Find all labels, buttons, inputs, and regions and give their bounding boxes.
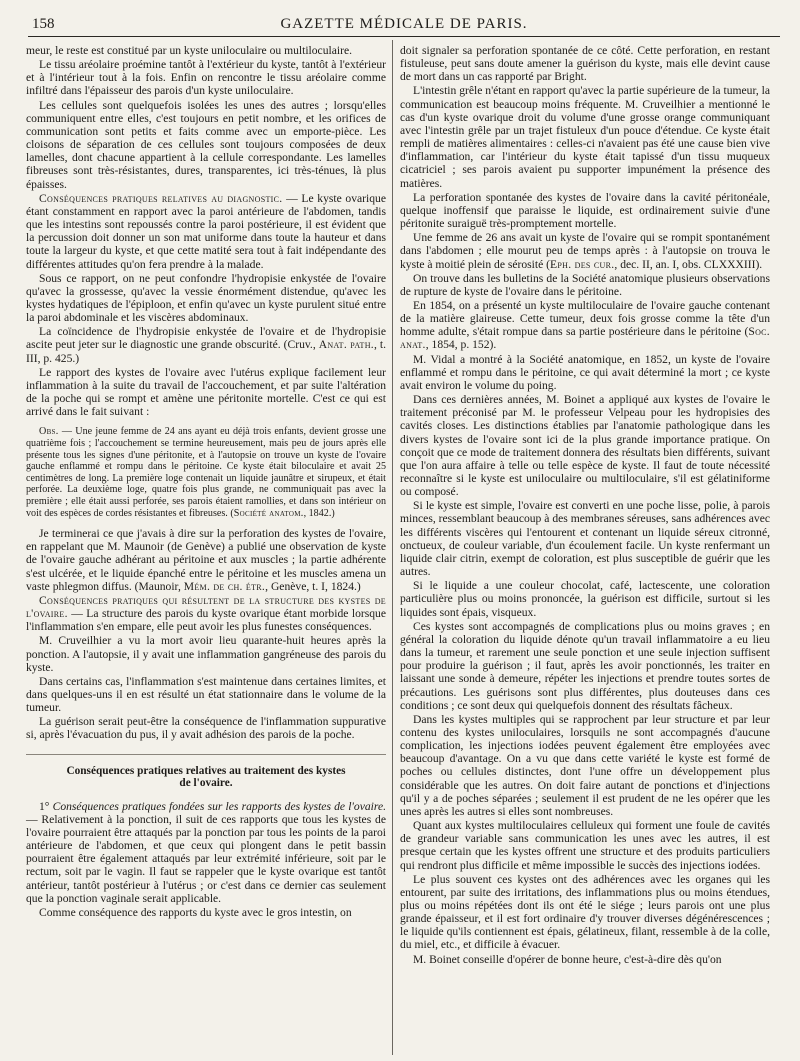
paragraph-text: — Relativement à la ponction, il suit de ces rapports que tous les kystes de l'ovaire pourraient être attaqués par la ponction par tous les points de la paroi antérieure de l'abdomen, et que ceux qui plongent dans le petit bassin pourraient être également attaqués par leur extrémité inférieure, soit par le rectum, soit par le vagin. Il faut se rappeler que le kyste ovarique est tantôt antérieur, tantôt postérieur à l'utérus ; or c'est dans ce dernier cas seulement que la ponction vaginale serait applicable. [26,812,386,905]
paragraph: L'intestin grêle n'étant en rapport qu'avec la partie supérieure de la tumeur, la communication est beaucoup moins fréquente. M. Cruveilhier a mentionné le cas d'un kyste ovarique droit du volume d'une grosse orange communiquant avec l'intestin grêle par un trajet fistuleux d'un pouce d'étendue. Ce kyste était rempli de matières alimentaires : celles-ci n'avaient pas été une cause bien vive d'inflammation, car l'intérieur du kyste était tapissé d'un tissu muqueux cicatriciel ; ses parois avaient pu supporter impunément la présence des matières. [400,84,771,190]
paragraph-text: Je terminerai ce que j'avais à dire sur la perforation des kystes de l'ovaire, en rappelant que M. Maunoir (de Genève) a publié une observation de kyste de l'ovaire gauche adhérant au péritoine et aux muscles ; la partie adhérente s'est ulcérée, et le liquide épanché entre le péritoine et les muscles amena un vaste phlegmon diffus. (Maunoir, [26,527,386,593]
paragraph: Dans ces dernières années, M. Boinet a appliqué aux kystes de l'ovaire le traitement préconisé par M. le professeur Velpeau pour les hydropisies des cavités closes. Les distinctions établies par l'anatomie pathologique dans les divers kystes de l'ovaire sont ici de la plus grande importance pratique. On conçoit que ce mode de traitement donnera des résultats bien différents, suivant que l'on aura affaire à telle ou telle espèce de kyste. Il faut de toute nécessité reconnaître si le kyste est uniloculaire ou multiloculaire, s'il est gélatiniforme ou composé. [400,393,770,499]
paragraph: La perforation spontanée des kystes de l'ovaire dans la cavité péritonéale, quelque inoffensif que paraisse le liquide, est ordinairement suivie d'une péritonite suraiguë très-promptement mortelle. [400,190,770,231]
paragraph: doit signaler sa perforation spontanée de ce côté. Cette perforation, en restant fistuleuse, peut sans doute amener la guérison du kyste, mais elle devint cause de mort dans un cas rapporté par Bright. [400,44,770,84]
paragraph [400,299,770,352]
paragraph [26,594,386,633]
paragraph-text: — La structure des parois du kyste ovarique étant morbide lorsque l'inflammation s'en empare, elle peut avoir les plus funestes conséquences. [26,607,386,634]
paragraph-text: — Le kyste ovarique étant constamment en rapport avec la paroi antérieure de l'abdomen, tandis que les intestins sont repoussés contre la paroi postérieure, il est évident que la percussion doit donner un son mat uniforme dans toute la hauteur et dans toute la largeur du kyste, et que cette matité sera tout à fait indépendante des différentes attitudes qu'on fera prendre à la malade. [26,191,386,271]
observation-note [26,426,386,519]
paragraph: Si le kyste est simple, l'ovaire est converti en une poche lisse, polie, à parois minces, ressemblant beaucoup à des membranes séreuses, sans adhérences avec les différents viscères qui l'entourent et contenant un liquide séreux citronné, onctueux, de couleur variable, d'un écoulement facile. Un kyste renfermant un liquide clair citrin, exempt de coloration, est plus susceptible de guérir que les autres. [400,499,770,579]
paragraph [26,527,386,593]
observation-text: , 1842.) [303,507,335,519]
paragraph-heading: Conséquences pratiques relatives au diagnostic. [39,191,283,205]
right-column [400,44,770,967]
paragraph-number: 1° [39,799,53,813]
paragraph-text: , 1854, p. 152). [425,338,497,352]
paragraph-text: La coïncidence de l'hydropisie enkystée de l'ovaire et de l'hydropisie ascite peut jeter sur le diagnostic une grande obscurité. (Cruv., [26,325,386,352]
paragraph: Quant aux kystes multiloculaires celluleux qui forment une foule de cavités de grandeur variable sans communication les unes avec les autres, il est presque certain que les kystes offrent une structure et des produits particuliers qui rendront plus difficile et même impossible le succès des injections iodées. [400,819,770,872]
paragraph: Les cellules sont quelquefois isolées les unes des autres ; lorsqu'elles communiquent entre elles, c'est toujours en petit nombre, et les orifices de communication sont petits et faits comme avec un emporte-pièce. Les cloisons de séparation de ces cellules sont toujours composées de deux lamelles, dont chacune appartient à la cellule correspondante. Les lamelles fibreuses sont très-résistantes, dures, transparentes, ici très-ténues, là plus épaisses. [26,98,386,191]
paragraph [26,325,386,364]
paragraph-text: , dec. II, an. I, obs. CLXXXIII). [614,257,763,271]
paragraph: M. Cruveilhier a vu la mort avoir lieu quarante-huit heures après la ponction. A l'autopsie, il y avait une inflammation gangréneuse des parois du kyste. [26,634,386,674]
paragraph: M. Boinet conseille d'opérer de bonne heure, c'est-à-dire dès qu'on [413,952,722,966]
paragraph: On trouve dans les bulletins de la Société anatomique plusieurs observations de rupture de kyste de l'ovaire dans le péritoine. [400,271,770,298]
paragraph: meur, le reste est constitué par un kyste uniloculaire ou multiloculaire. [26,44,352,57]
paragraph-heading: Conséquences pratiques fondées sur les rapports des kystes de l'ovaire. [52,799,386,813]
paragraph: Si le liquide a une couleur chocolat, café, lactescente, une coloration particulière plus ou moins prononcée, la guérison est difficile, surtout si les liquides sont épais, visqueux. [400,579,770,619]
paragraph: La guérison serait peut-être la conséquence de l'inflammation suppurative si, après l'évacuation du pus, il y avait adhésion des parois de la poche. [26,715,386,742]
left-column [26,44,386,920]
paragraph-text: , Genève, t. I, 1824.) [265,579,361,593]
citation: Mém. de ch. étr. [183,579,266,593]
paragraph [400,231,770,270]
citation: Eph. des cur. [550,257,615,271]
section-heading-line: Conséquences pratiques relatives au traitement des kystes [66,764,346,777]
paragraph: Dans les kystes multiples qui se rapprochent par leur structure et par leur contenu des kystes uniloculaires, lorsquils ne sont accompagnés d'aucune complication, les injections iodées peuvent également être employées avec beaucoup d'avantage. On a vu que dans cette variété le kyste est formé de poches ou cellules distinctes, dont l'une offre un développement plus considérable que les autres. On doit faire autant de ponctions et d'injections qu'il y a de poches séparées ; seulement il est prudent de ne les opérer que les unes après les autres si elles sont nombreuses. [400,712,770,818]
paragraph-text: En 1854, on a présenté un kyste multiloculaire de l'ovaire gauche contenant de la matière glaireuse. Cette tumeur, deux fois grosse comme la tête d'un homme adulte, s'était rompue dans sa partie postérieure dans le péritoine ( [400,298,770,339]
paragraph: Comme conséquence des rapports du kyste avec le gros intestin, on [39,905,352,919]
journal-title: GAZETTE MÉDICALE DE PARIS. [280,16,528,32]
paragraph [26,192,386,271]
paragraph: M. Vidal a montré à la Société anatomique, en 1852, un kyste de l'ovaire enflammé et rompu dans le péritoine, ce qui avait déterminé la mort ; ce kyste avait environ le volume du poing. [400,352,770,392]
citation: Société anatom. [233,507,304,519]
paragraph: Le plus souvent ces kystes ont des adhérences avec les organes qui les entourent, par suite des irritations, des inflammations plus ou moins étendues, plus ou moins répétées dont ils ont été le siége ; leurs parois ont une plus grande épaisseur, et il est fort ordinaire d'y trouver diverses dégénérescences ; le liquide qu'ils contiennent est épais, gélatineux, filant, ressemble à de la colle, du miel, etc., et difficile à évacuer. [400,872,770,952]
paragraph-heading: Conséquences pratiques qui résultent de la structure des kystes de l'ovaire. [26,593,386,621]
paragraph-text: Une femme de 26 ans avait un kyste de l'ovaire qui se rompit spontanément dans l'abdomen ; elle mourut peu de temps après : à l'autopsie on trouva le kyste à moitié plein de sérosité ( [400,231,770,271]
observation-label: Obs. [39,426,59,438]
paragraph [26,800,386,905]
section-heading-line: de l'ovaire. [179,777,233,790]
column-divider [392,40,393,1055]
page-number: 158 [32,16,55,32]
paragraph: Dans certains cas, l'inflammation s'est maintenue dans certaines limites, et dans quelques-uns il en est résulté un état stationnaire dans le volume de la tumeur. [26,674,386,715]
section-heading [26,754,386,790]
citation: Anat. path. [318,338,374,352]
paragraph: Sous ce rapport, on ne peut confondre l'hydropisie enkystée de l'ovaire qu'avec la grossesse, qu'avec la vessie énormément distendue, qu'avec les kystes hydatiques de l'épiploon, et enfin qu'avec un kyste purulent situé entre la paroi abdominale et les viscères abdominaux. [26,271,386,325]
paragraph: Le rapport des kystes de l'ovaire avec l'utérus explique facilement leur inflammation à la suite du travail de l'accouchement, et par suite l'altération de la poche qui se rompt et amène une péritonite mortelle. C'est ce qui est arrivé dans le fait suivant : [26,365,386,419]
observation-text: — Une jeune femme de 24 ans ayant eu déjà trois enfants, devient grosse une quatrième fois ; l'accouchement se termine heureusement, mais peu de jours après elle présente tous les signes d'une péritonite, et à l'autopsie on trouve un kyste de l'ovaire gauche enflammé et rompu dans le péritoine. Ce kyste était biloculaire et avait 25 centimètres de long. La première loge contenait un liquide jaunâtre et sirupeux, et était perforée. La deuxième loge, quatre fois plus grande, ne communiquait pas avec la première ; elle était aussi perforée, ses parois étaient ramollies, et dans son intérieur on voit des espèces de cordes résistantes et fibreuses. ( [26,426,386,519]
citation: Soc. anat. [400,325,770,352]
paragraph-text: , t. III, p. 425.) [26,338,386,365]
paragraph: Le tissu aréolaire proémine tantôt à l'extérieur du kyste, tantôt à l'extérieur et à l'intérieur tout à la fois. Enfin on rencontre le tissu aréolaire comme infiltré dans l'épaisseur des parois d'un kyste uniloculaire. [26,58,386,98]
paragraph: Ces kystes sont accompagnés de complications plus ou moins graves ; en général la coloration du liquide dénote qu'un travail inflammatoire a eu lieu dans la tumeur, et rarement une seule ponction et une seule injection suffisent pour produire la guérison ; il faut, après les avoir ponctionnés, les traiter en laissant une sonde à demeure, répéter les injections et prendre toutes sortes de précautions. Les guérisons sont plus différentes, plus douteuses dans ces conditions ; ce sont deux qui quelquefois donnent des résultats fâcheux. [400,619,770,712]
page-header [28,12,780,37]
